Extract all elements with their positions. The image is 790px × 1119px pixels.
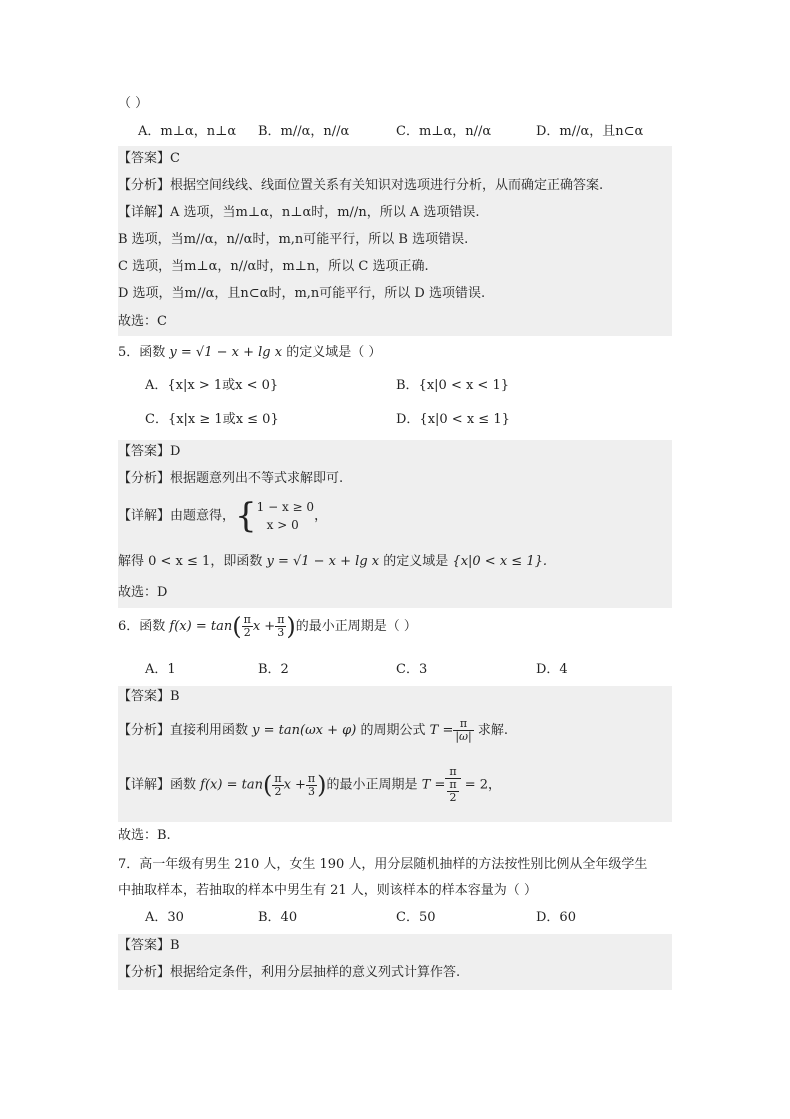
q6-detail-var-x: x + [283,777,306,793]
q6-option-a: A．1 [145,662,176,677]
q5-option-d: D．{x|0 < x ≤ 1} [396,412,510,427]
nested-fraction [447,779,458,804]
q6-detail-T: T = [421,777,446,793]
q4-paren: （ ） [118,96,149,111]
q6-analysis [118,718,672,754]
q6-option-d: D．4 [536,662,568,677]
q4-detail-a: 【详解】A 选项，当m⊥α，n⊥α时，m//n，所以 A 选项错误. [118,205,480,220]
q7-option-a: A．30 [145,910,184,925]
frac-numerator: π [243,613,251,626]
q6-analysis-T: T = [429,723,454,738]
frac-denominator: 3 [277,626,285,639]
q6-detail-mid: 的最小正周期是 [326,777,418,793]
q5-stem [118,343,672,363]
frac-denominator: 2 [243,626,251,639]
q4-option-b: B．m//α，n//α [258,124,350,139]
q5-answer: 【答案】D [118,444,181,459]
frac-numerator: π [445,766,460,779]
q6-choose: 故选：B. [118,828,171,843]
q5-solve-function: y = √1 − x + lg x [266,554,380,569]
q6-period-fraction [453,718,473,743]
q5-stem-function: y = √1 − x + lg x [169,345,283,360]
q4-option-a: A．m⊥α，n⊥α [138,124,237,139]
q5-stem-suffix: 的定义域是（ ） [286,345,382,360]
q6-stem-f: f(x) = tan [169,619,233,634]
q6-option-b: B．2 [258,662,289,677]
q6-var-x: x + [252,619,276,634]
frac-numerator: π [307,771,316,785]
q6-answer: 【答案】B [118,689,180,704]
frac-denominator: 2 [274,784,282,798]
inequality-2: x > 0 [266,518,299,532]
q6-frac-pi-3 [275,614,286,639]
q5-stem-prefix: 5．函数 [118,345,166,360]
q4-answer: 【答案】C [118,151,180,166]
q6-detail-frac-pi-3 [306,773,317,798]
q5-solve-set: {x|0 < x ≤ 1}. [452,554,547,569]
q6-detail-f: f(x) = tan [200,777,263,793]
q6-stem-suffix: 的最小正周期是（ ） [295,619,417,634]
q6-analysis-function: y = tan(ωx + φ) [252,723,357,738]
frac-numerator: π [277,613,285,626]
q7-option-b: B．40 [258,910,298,925]
right-paren-icon: ) [317,771,327,799]
q7-answer: 【答案】B [118,938,180,953]
q4-option-d: D．m//α，且n⊂α [536,124,644,139]
q4-detail-b: B 选项，当m//α，n//α时，m,n可能平行，所以 B 选项错误. [118,232,469,247]
q6-detail [118,766,672,814]
frac-numerator: π [274,771,282,785]
q7-analysis: 【分析】根据给定条件，利用分层抽样的意义列式计算作答. [118,965,461,980]
q6-detail-frac-pi-2 [272,773,283,798]
q6-detail-period-fraction [445,766,460,804]
q5-option-a: A．{x|x > 1或x < 0} [145,378,279,393]
frac-numerator: π [449,778,457,791]
inequality-system [257,498,314,534]
q5-analysis: 【分析】根据题意列出不等式求解即可. [118,471,344,486]
q4-analysis: 【分析】根据空间线线、线面位置关系有关知识对选项进行分析，从而确定正确答案. [118,178,604,193]
q6-detail-result: = 2， [464,777,502,793]
q6-analysis-prefix: 【分析】直接利用函数 [118,723,249,738]
q6-frac-pi-2 [242,614,253,639]
q5-option-c: C．{x|x ≥ 1或x ≤ 0} [145,412,279,427]
q5-option-b: B．{x|0 < x < 1} [396,378,509,393]
left-brace-icon: { [235,496,257,536]
frac-denominator: 3 [308,784,316,798]
q6-stem [118,614,672,654]
inequality-1: 1 − x ≥ 0 [256,500,315,514]
q7-stem-line-1: 7．高一年级有男生 210 人，女生 190 人，用分层随机抽样的方法按性别比例从全年级学生 [118,857,648,872]
q4-option-c: C．m⊥α，n//α [396,124,492,139]
q6-stem-prefix: 6．函数 [118,619,166,634]
q6-option-c: C．3 [396,662,428,677]
q4-detail-d: D 选项，当m//α，且n⊂α时，m,n可能平行，所以 D 选项错误. [118,286,486,301]
q5-detail-suffix: ， [314,508,328,524]
q5-detail [118,498,672,538]
frac-numerator: π [453,718,473,731]
q4-choose: 故选：C [118,314,167,329]
q6-detail-prefix: 【详解】函数 [118,777,197,793]
q7-option-d: D．60 [536,910,576,925]
q7-option-c: C．50 [396,910,436,925]
left-paren-icon: ( [262,771,273,799]
q6-analysis-mid: 的周期公式 [360,723,426,738]
left-paren-icon: ( [232,612,242,641]
frac-denominator: 2 [449,791,457,804]
q4-detail-c: C 选项，当m⊥α，n//α时，m⊥n，所以 C 选项正确. [118,259,429,274]
frac-denominator [445,779,460,804]
q5-solve-mid: 的定义域是 [383,554,449,569]
frac-denominator: |ω| [455,730,472,743]
q5-choose: 故选：D [118,585,168,600]
right-paren-icon: ) [286,612,296,641]
q6-analysis-suffix: 求解. [477,723,509,738]
q5-solve [118,552,672,572]
q5-detail-prefix: 【详解】由题意得， [118,508,236,524]
q5-solve-prefix: 解得 0 < x ≤ 1，即函数 [118,554,263,569]
q7-stem-line-2: 中抽取样本，若抽取的样本中男生有 21 人，则该样本的样本容量为（ ） [118,883,537,898]
